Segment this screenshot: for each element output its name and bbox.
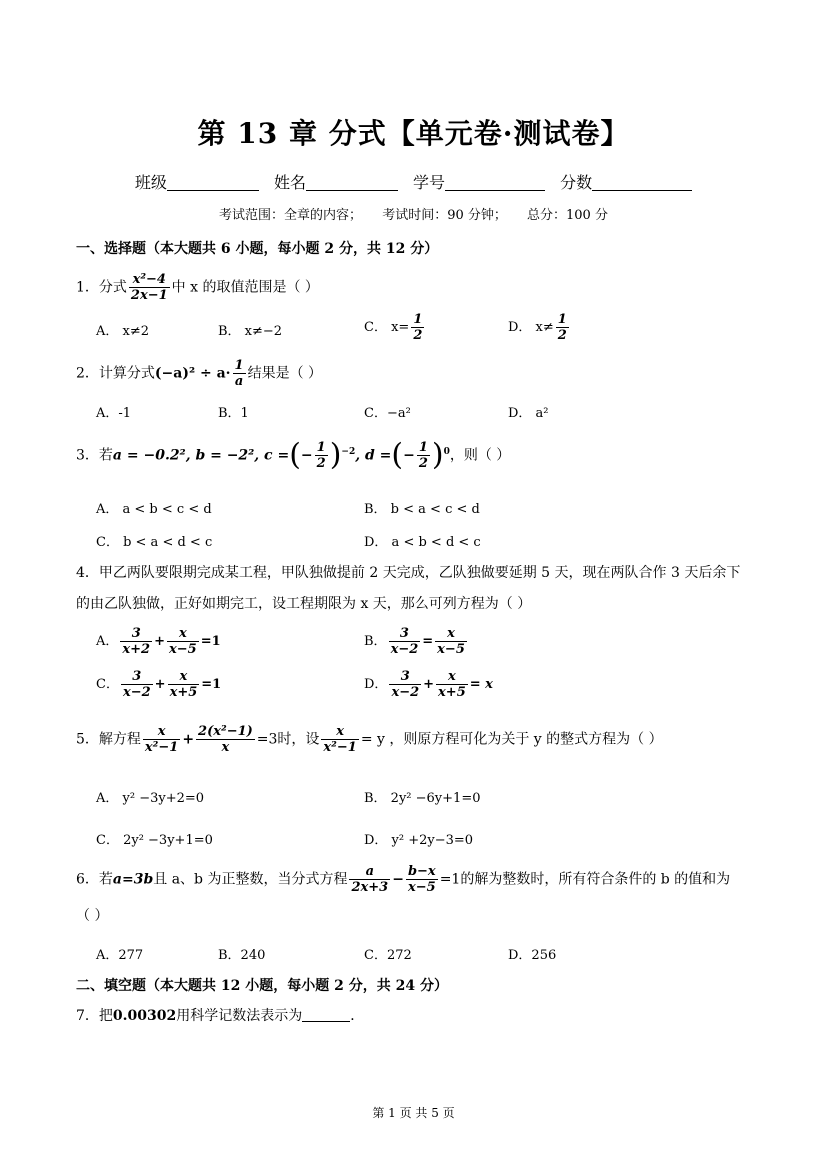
q6-option-b: B．240: [218, 948, 266, 963]
q4-option-c: C． $\frac{3}{x-2}$ + $\frac{x}{x+5}$ =1: [96, 669, 222, 700]
q6-option-d: D．256: [508, 948, 557, 963]
q6-option-c: C．272: [364, 948, 412, 963]
question-7: 7．把0.00302用科学记数法表示为 ．: [76, 1008, 365, 1024]
page-footer: 第 1 页 共 5 页: [372, 1106, 455, 1120]
page-title: 第 13 章 分式【单元卷·测试卷】: [197, 117, 630, 150]
q5-option-a: A． y² −3y+2=0: [96, 791, 205, 806]
q1-option-d: D． x≠ $\frac{1}{2}$: [508, 312, 567, 343]
student-info-fields: [0, 170, 827, 193]
q1-option-a: A． x≠2: [96, 324, 150, 339]
q6-option-a: A．277: [96, 948, 144, 963]
question-4-line1: 4．甲乙两队要限期完成某工程，甲队独做提前 2 天完成，乙队独做要延期 5 天，现在两队合作 3 天后余下: [76, 565, 741, 581]
question-5: 5．解方程 $\frac{x}{\text{x²−1}}$ + $\frac{\text{2(x²−1)}}{x}$ =3时，设 $\frac{x}{\text{x²−1}}$ = y ，则原方程可化为关于 y 的整式方程为（ ）: [76, 724, 663, 755]
q2-option-a: A．-1: [96, 406, 132, 421]
q3-option-d: D． a < b < d < c: [364, 535, 481, 550]
question-1: 1．分式 $\frac{\text{x²−4}}{2x-1}$ 中 x 的取值范围是（ ）: [76, 272, 319, 303]
q1-option-b: B． x≠−2: [218, 324, 283, 339]
q2-option-c: C．−a²: [364, 406, 411, 421]
exam-scope: 考试范围：全章的内容；: [219, 208, 363, 223]
question-4-line2: 的由乙队独做，正好如期完工，设工程期限为 x 天，那么可列方程为（ ）: [76, 596, 532, 612]
q2-option-d: D． a²: [508, 406, 549, 421]
q5-option-b: B． 2y² −6y+1=0: [364, 791, 481, 806]
id-blank: [445, 172, 545, 191]
q3-option-b: B． b < a < c < d: [364, 502, 480, 517]
class-label: 班级: [134, 173, 167, 192]
name-blank: [306, 172, 398, 191]
class-blank: [167, 172, 259, 191]
q4-option-d: D． $\frac{3}{x-2}$ + $\frac{x}{x+5}$ = x: [364, 669, 493, 700]
question-6-line2: （ ）: [76, 908, 109, 924]
q4-option-a: A． $\frac{3}{x+2}$ + $\frac{x}{x-5}$ =1: [96, 626, 221, 657]
q1-fraction: $\frac{\text{x²−4}}{2x-1}$: [130, 272, 168, 303]
id-label: 学号: [413, 173, 446, 192]
q2-option-b: B．1: [218, 406, 249, 421]
section-heading-fill: 二、填空题（本大题共 12 小题，每小题 2 分，共 24 分）: [76, 978, 448, 994]
exam-total: 总分：100 分: [527, 208, 608, 223]
score-blank: [592, 172, 692, 191]
name-label: 姓名: [273, 173, 306, 192]
q5-option-d: D． y² +2y−3=0: [364, 833, 474, 848]
q3-option-c: C． b < a < d < c: [96, 535, 213, 550]
question-6: 6．若a=3b且 a、b 为正整数，当分式方程 $\frac{a}{2x+3}$ − $\frac{b-x}{x-5}$ =1的解为整数时，所有符合条件的 b 的值和为: [76, 864, 731, 895]
question-3: 3．若a = −0.2², b = −2², c =(− $\frac{1}{2}$ )$^{-2}$, d =(− $\frac{1}{2}$ )$^0$，则（ ）: [76, 437, 511, 473]
q7-answer-blank[interactable]: [302, 1007, 350, 1022]
exam-info: [0, 204, 827, 223]
question-2: 2．计算分式(−a)² ÷ a· $\frac{1}{a}$ 结果是（ ）: [76, 358, 323, 389]
q3-option-a: A． a < b < c < d: [96, 502, 212, 517]
q5-option-c: C． 2y² −3y+1=0: [96, 833, 213, 848]
exam-time: 考试时间：90 分钟；: [382, 208, 507, 223]
score-label: 分数: [560, 173, 593, 192]
q1-option-c: C． x= $\frac{1}{2}$: [364, 312, 423, 343]
q4-option-b: B． $\frac{3}{x-2}$ = $\frac{x}{x-5}$: [364, 626, 465, 657]
section-heading-choice: 一、选择题（本大题共 6 小题，每小题 2 分，共 12 分）: [76, 241, 439, 257]
